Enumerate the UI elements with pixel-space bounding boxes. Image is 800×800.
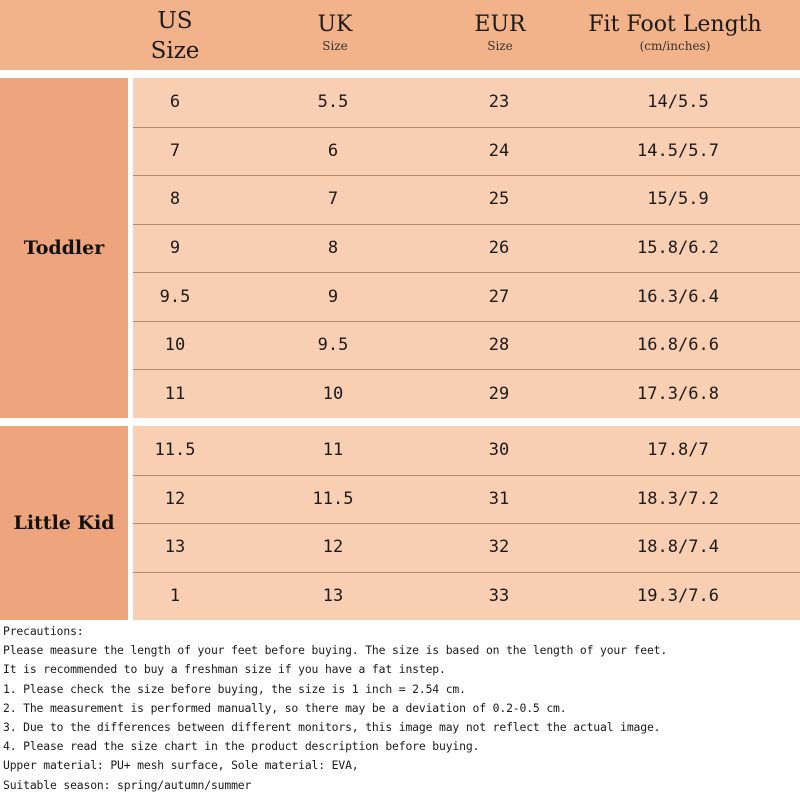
row-separator	[133, 175, 800, 176]
group-rows	[133, 78, 800, 418]
eur-size-cell: 32	[488, 537, 510, 558]
size-row	[133, 78, 800, 127]
notes-line: Precautions:	[3, 624, 84, 638]
row-separator	[133, 369, 800, 370]
header-uk-size	[280, 0, 390, 70]
eur-size-cell: 29	[488, 383, 510, 404]
row-separator	[133, 475, 800, 476]
notes-line: 1. Please check the size before buying, the size is 1 inch = 2.54 cm.	[3, 681, 466, 696]
size-row	[133, 127, 800, 176]
uk-size-cell: 6	[327, 140, 339, 161]
size-row	[133, 523, 800, 572]
eur-size-cell: 23	[488, 92, 510, 113]
uk-size-cell: 8	[327, 237, 339, 258]
size-row	[133, 426, 800, 475]
header-us-label: US	[157, 8, 193, 34]
notes-line: Upper material: PU+ mesh surface, Sole material: EVA,	[3, 758, 359, 773]
eur-size-cell: 27	[488, 286, 510, 307]
header-uk-sublabel: Size	[322, 39, 348, 53]
foot-length-cell: 14/5.5	[647, 92, 709, 113]
header-uk-label: UK	[317, 12, 353, 37]
group-divider	[0, 418, 800, 426]
foot-length-cell: 17.3/6.8	[637, 383, 719, 404]
us-size-cell: 6	[169, 92, 181, 113]
size-row	[133, 321, 800, 370]
header-fit-sublabel: (cm/inches)	[639, 39, 711, 53]
header-eur-label: EUR	[474, 12, 526, 37]
size-row	[133, 475, 800, 524]
uk-size-cell: 9.5	[317, 335, 349, 356]
precautions-notes	[3, 622, 798, 795]
foot-length-cell: 16.3/6.4	[637, 286, 719, 307]
eur-size-cell: 30	[488, 440, 510, 461]
group-label-toddler: Toddler	[0, 78, 128, 418]
uk-size-cell: 11	[322, 440, 344, 461]
header-eur-sublabel: Size	[487, 39, 513, 53]
header-us-sublabel: Size	[150, 38, 200, 64]
us-size-cell: 7	[169, 140, 181, 161]
notes-line: 3. Due to the differences between different monitors, this image may not reflect the actual image.	[3, 720, 661, 735]
header-divider	[0, 70, 800, 78]
foot-length-cell: 17.8/7	[647, 440, 709, 461]
row-separator	[133, 321, 800, 322]
eur-size-cell: 26	[488, 237, 510, 258]
eur-size-cell: 31	[488, 488, 510, 509]
group-rows	[133, 426, 800, 620]
uk-size-cell: 7	[327, 189, 339, 210]
size-row	[133, 224, 800, 273]
row-separator	[133, 272, 800, 273]
foot-length-cell: 15.8/6.2	[637, 237, 719, 258]
us-size-cell: 11.5	[154, 440, 196, 461]
notes-line: 4. Please read the size chart in the product description before buying.	[3, 739, 480, 754]
header-eur-size	[445, 0, 555, 70]
foot-length-cell: 18.3/7.2	[637, 488, 719, 509]
notes-line: It is recommended to buy a freshman size if you have a fat instep.	[3, 662, 446, 677]
row-separator	[133, 572, 800, 573]
us-size-cell: 8	[169, 189, 181, 210]
uk-size-cell: 10	[322, 383, 344, 404]
size-chart-header	[0, 0, 800, 70]
uk-size-cell: 11.5	[312, 488, 354, 509]
notes-line: Please measure the length of your feet before buying. The size is based on the length of your feet.	[3, 643, 668, 658]
notes-line: Suitable season: spring/autumn/summer	[3, 777, 252, 792]
us-size-cell: 10	[164, 335, 186, 356]
eur-size-cell: 28	[488, 335, 510, 356]
row-separator	[133, 523, 800, 524]
size-group-little-kid	[0, 426, 800, 620]
size-group-toddler	[0, 78, 800, 418]
row-separator	[133, 127, 800, 128]
foot-length-cell: 15/5.9	[647, 189, 709, 210]
foot-length-cell: 18.8/7.4	[637, 537, 719, 558]
notes-line: 2. The measurement is performed manually, so there may be a deviation of 0.2-0.5 cm.	[3, 700, 567, 715]
us-size-cell: 9	[169, 237, 181, 258]
size-row	[133, 175, 800, 224]
size-row	[133, 572, 800, 621]
foot-length-cell: 14.5/5.7	[637, 140, 719, 161]
us-size-cell: 12	[164, 488, 186, 509]
header-us-size	[120, 0, 230, 70]
foot-length-cell: 19.3/7.6	[637, 585, 719, 606]
header-fit-label: Fit Foot Length	[588, 12, 762, 37]
size-row	[133, 369, 800, 418]
us-size-cell: 9.5	[159, 286, 191, 307]
size-row	[133, 272, 800, 321]
eur-size-cell: 33	[488, 585, 510, 606]
eur-size-cell: 24	[488, 140, 510, 161]
us-size-cell: 1	[169, 585, 181, 606]
us-size-cell: 11	[164, 383, 186, 404]
eur-size-cell: 25	[488, 189, 510, 210]
uk-size-cell: 9	[327, 286, 339, 307]
row-separator	[133, 224, 800, 225]
group-label-little-kid: Little Kid	[0, 426, 128, 620]
uk-size-cell: 12	[322, 537, 344, 558]
uk-size-cell: 5.5	[317, 92, 349, 113]
us-size-cell: 13	[164, 537, 186, 558]
uk-size-cell: 13	[322, 585, 344, 606]
foot-length-cell: 16.8/6.6	[637, 335, 719, 356]
header-fit-foot-length	[560, 0, 790, 70]
